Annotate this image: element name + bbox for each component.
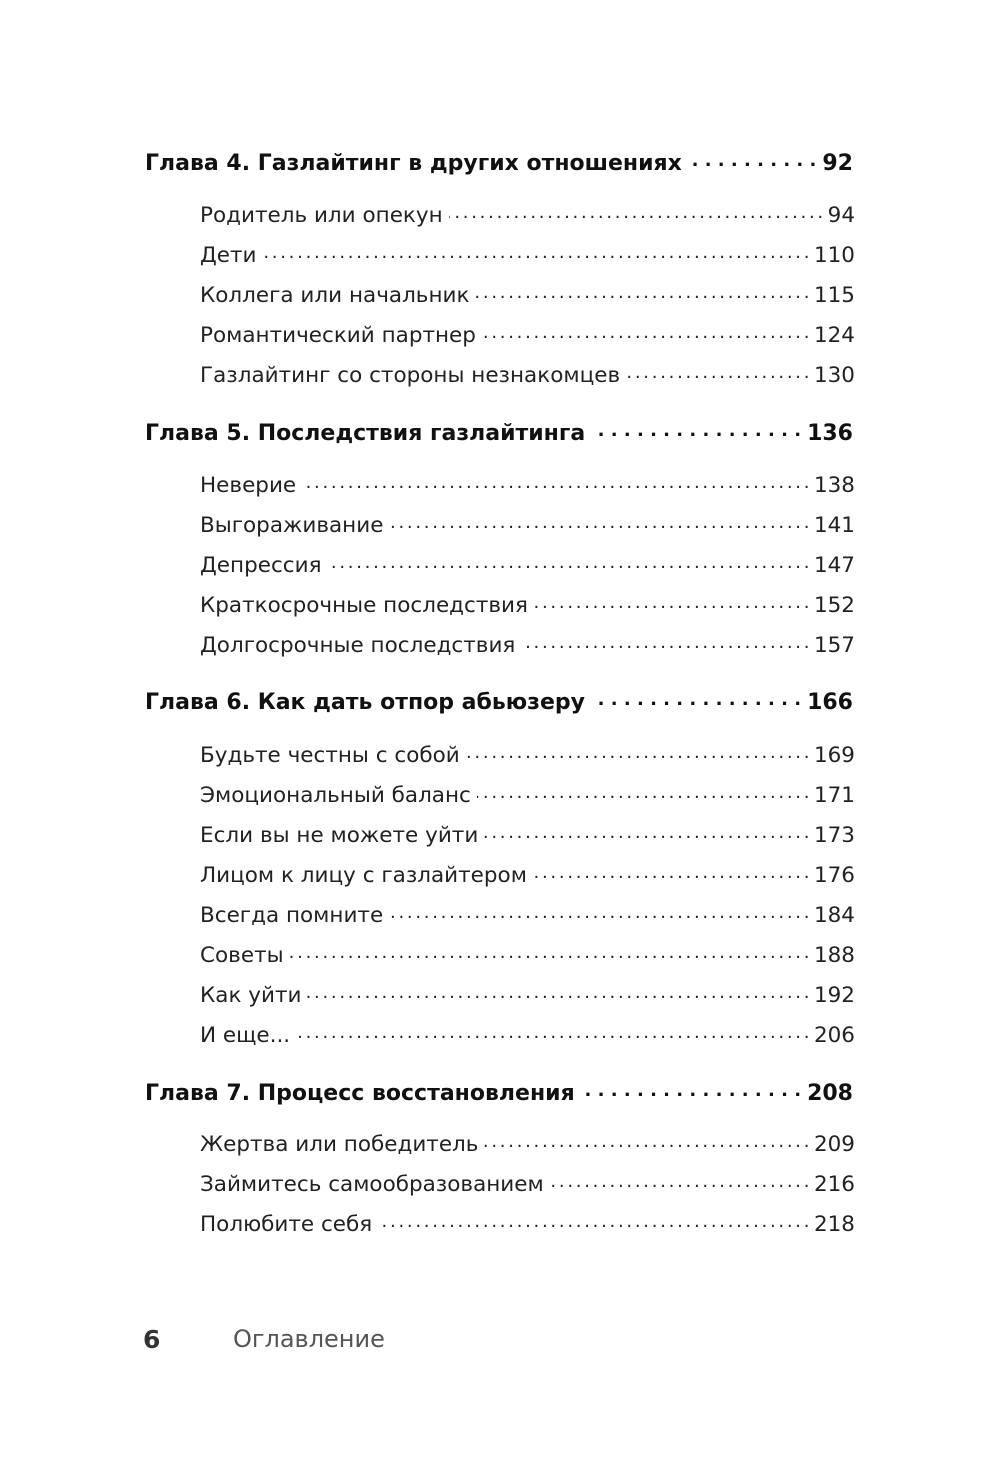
toc-section	[200, 630, 855, 656]
toc-section	[200, 780, 855, 806]
section-page-number: 188	[813, 942, 855, 968]
chapter-title: Глава 6. Как дать отпор абьюзеру	[145, 690, 585, 715]
toc-chapter-5	[145, 418, 853, 445]
toc-section	[200, 980, 855, 1006]
chapter-title: Глава 4. Газлайтинг в других отношениях	[145, 151, 682, 176]
section-page-number: 94	[827, 202, 855, 228]
footer-page-number: 6	[143, 1325, 161, 1354]
section-title: Займитесь самообразованием	[200, 1171, 544, 1197]
toc-section	[200, 1020, 855, 1046]
section-title: Советы	[200, 942, 284, 968]
section-page-number: 141	[813, 512, 855, 538]
toc-section	[200, 1169, 855, 1195]
dot-leader	[591, 418, 801, 440]
section-title: Краткосрочные последствия	[200, 592, 528, 618]
section-title: И еще...	[200, 1022, 291, 1048]
section-page-number: 218	[813, 1211, 855, 1237]
section-page-number: 206	[813, 1022, 855, 1048]
toc-chapter-4	[145, 148, 853, 175]
dot-leader	[302, 470, 808, 492]
section-page-number: 216	[813, 1171, 855, 1197]
section-title: Лицом к лицу с газлайтером	[200, 862, 527, 888]
chapter-page-number: 208	[807, 1081, 853, 1106]
section-page-number: 169	[813, 742, 855, 768]
section-title: Родитель или опекун	[200, 202, 443, 228]
section-page-number: 124	[813, 322, 855, 348]
chapter-title: Глава 7. Процесс восстановления	[145, 1081, 575, 1106]
section-page-number: 192	[813, 982, 855, 1008]
section-title: Эмоциональный баланс	[200, 782, 471, 808]
dot-leader	[484, 1129, 807, 1151]
dot-leader	[581, 1078, 801, 1100]
dot-leader	[534, 590, 808, 612]
section-title: Газлайтинг со стороны незнакомцев	[200, 362, 621, 388]
toc-section	[200, 360, 855, 386]
dot-leader	[482, 320, 808, 342]
dot-leader	[484, 820, 808, 842]
chapter-title: Глава 5. Последствия газлайтинга	[145, 421, 586, 446]
dot-leader	[296, 1020, 808, 1042]
dot-leader	[688, 148, 817, 170]
chapter-page-number: 166	[807, 690, 853, 715]
chapter-page-number: 136	[807, 421, 853, 446]
section-title: Будьте честны с собой	[200, 742, 460, 768]
dot-leader	[389, 900, 808, 922]
dot-leader	[328, 550, 808, 572]
section-page-number: 209	[813, 1131, 855, 1157]
section-title: Если вы не можете уйти	[200, 822, 479, 848]
dot-leader	[626, 360, 808, 382]
section-page-number: 157	[813, 632, 855, 658]
dot-leader	[263, 240, 808, 262]
dot-leader	[533, 860, 808, 882]
section-title: Жертва или победитель	[200, 1131, 479, 1157]
section-page-number: 115	[813, 282, 855, 308]
toc-section	[200, 240, 855, 266]
dot-leader	[591, 687, 801, 709]
section-page-number: 176	[813, 862, 855, 888]
section-page-number: 147	[813, 552, 855, 578]
section-page-number: 138	[813, 472, 855, 498]
footer-running-title: Оглавление	[233, 1325, 385, 1353]
section-title: Коллега или начальник	[200, 282, 470, 308]
dot-leader	[477, 780, 808, 802]
dot-leader	[378, 1209, 808, 1231]
section-page-number: 184	[813, 902, 855, 928]
section-page-number: 152	[813, 592, 855, 618]
section-title: Дети	[200, 242, 257, 268]
toc-section	[200, 590, 855, 616]
section-title: Долгосрочные последствия	[200, 632, 516, 658]
toc-section	[200, 1129, 855, 1155]
dot-leader	[466, 740, 808, 762]
section-title: Депрессия	[200, 552, 322, 578]
toc-section	[200, 320, 855, 346]
toc-section	[200, 550, 855, 576]
toc-section	[200, 940, 855, 966]
chapter-page-number: 92	[822, 151, 853, 176]
section-title: Полюбите себя	[200, 1211, 373, 1237]
dot-leader	[550, 1169, 808, 1191]
dot-leader	[307, 980, 808, 1002]
section-title: Неверие	[200, 472, 297, 498]
dot-leader	[449, 200, 822, 222]
toc-section	[200, 200, 855, 226]
dot-leader	[521, 630, 808, 652]
section-title: Всегда помните	[200, 902, 384, 928]
section-page-number: 173	[813, 822, 855, 848]
toc-chapter-6	[145, 687, 853, 714]
toc-section	[200, 510, 855, 536]
toc-chapter-7	[145, 1078, 853, 1105]
dot-leader	[476, 280, 808, 302]
dot-leader	[290, 940, 808, 962]
toc-section	[200, 740, 855, 766]
toc-section	[200, 900, 855, 926]
section-page-number: 171	[813, 782, 855, 808]
toc-section	[200, 820, 855, 846]
section-page-number: 110	[813, 242, 855, 268]
toc-section	[200, 860, 855, 886]
section-title: Как уйти	[200, 982, 302, 1008]
section-title: Выгораживание	[200, 512, 384, 538]
section-title: Романтический партнер	[200, 322, 476, 348]
toc-section	[200, 1209, 855, 1235]
toc-section	[200, 470, 855, 496]
toc-section	[200, 280, 855, 306]
section-page-number: 130	[813, 362, 855, 388]
dot-leader	[389, 510, 808, 532]
